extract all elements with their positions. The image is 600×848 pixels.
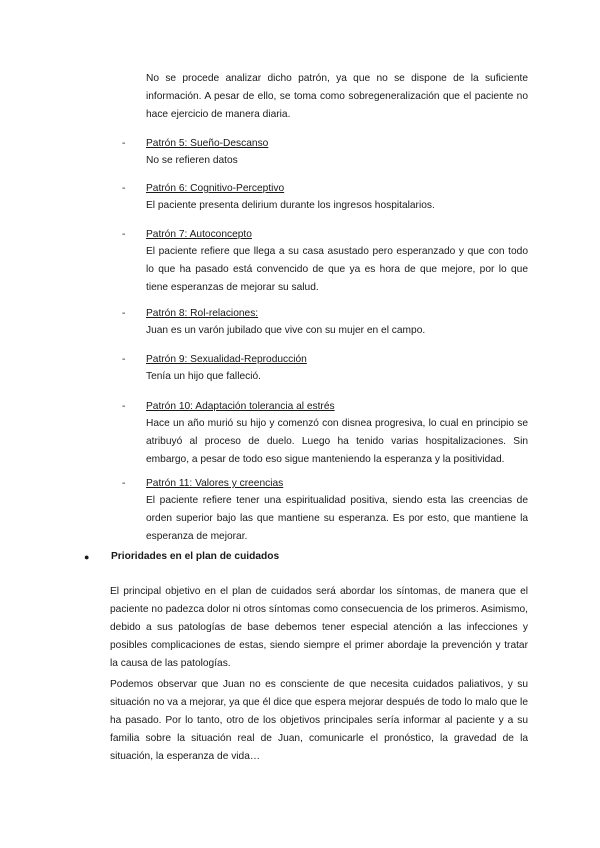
- list-dash: -: [122, 478, 126, 489]
- pattern-text: Hace un año murió su hijo y comenzó con disnea progresiva, lo cual en principio se atribuyó al proceso de duelo. Luego ha tenido varias hospitalizaciones. Sin embargo, a pesar de todo eso sigue manteniendo la esperanza y la positividad.: [146, 418, 528, 465]
- pattern-heading: Patrón 5: Sueño-Descanso: [146, 138, 269, 149]
- pattern-text: El paciente refiere que llega a su casa asustado pero esperanzado y que con todo lo que ha pasado está convencido de que ya es hora de que mejore, por lo que tiene esperanzas de mejorar su salud.: [146, 246, 528, 293]
- list-dash: -: [122, 229, 126, 240]
- list-dash: -: [122, 354, 126, 365]
- pattern-text: No se refieren datos: [146, 155, 238, 166]
- list-dash: -: [122, 401, 126, 412]
- priorities-paragraph-2: Podemos observar que Juan no es consciente de que necesita cuidados paliativos, y su situación no va a mejorar, ya que él dice que espera mejorar después de todo lo malo que le ha pasado. Por lo tanto, otro de los objetivos principales sería informar al paciente y a su familia sobre la situación real de Juan, comunicarle el pronóstico, la gravedad de la situación, la esperanza de vida…: [110, 679, 528, 762]
- list-dash: -: [122, 138, 126, 149]
- pattern-heading: Patrón 8: Rol-relaciones:: [146, 308, 259, 319]
- priorities-paragraph-1: El principal objetivo en el plan de cuidados será abordar los síntomas, de manera que el paciente no padezca dolor ni otros síntomas como consecuencia de los primeros. Asimismo, debido a sus patologías de base debemos tener especial atención a las infecciones y posibles complicaciones de estas, siendo siempre el primer abordaje la prevención y tratar la causa de las patologías.: [110, 586, 528, 669]
- pattern-heading: Patrón 7: Autoconcepto: [146, 229, 252, 240]
- list-dash: -: [122, 308, 126, 319]
- pattern-heading: Patrón 9: Sexualidad-Reproducción: [146, 354, 307, 365]
- pattern-text: Juan es un varón jubilado que vive con su mujer en el campo.: [146, 325, 426, 336]
- list-dash: -: [122, 183, 126, 194]
- section-title: Prioridades en el plan de cuidados: [111, 551, 280, 562]
- pattern-text: Tenía un hijo que falleció.: [146, 371, 261, 382]
- pattern-text: El paciente refiere tener una espiritualidad positiva, siendo esta las creencias de orden superior bajo las que mantiene su esperanza. Es por esto, que mantiene la esperanza de mejorar.: [146, 495, 528, 542]
- pattern-text: El paciente presenta delirium durante los ingresos hospitalarios.: [146, 200, 435, 211]
- intro-paragraph: No se procede analizar dicho patrón, ya que no se dispone de la suficiente información. A pesar de ello, se toma como sobregeneralización que el paciente no hace ejercicio de manera diaria.: [146, 73, 528, 120]
- pattern-heading: Patrón 11: Valores y creencias: [146, 478, 284, 489]
- bullet-icon: ●: [84, 552, 90, 562]
- pattern-heading: Patrón 6: Cognitivo-Perceptivo: [146, 183, 285, 194]
- pattern-heading: Patrón 10: Adaptación tolerancia al estrés: [146, 401, 335, 412]
